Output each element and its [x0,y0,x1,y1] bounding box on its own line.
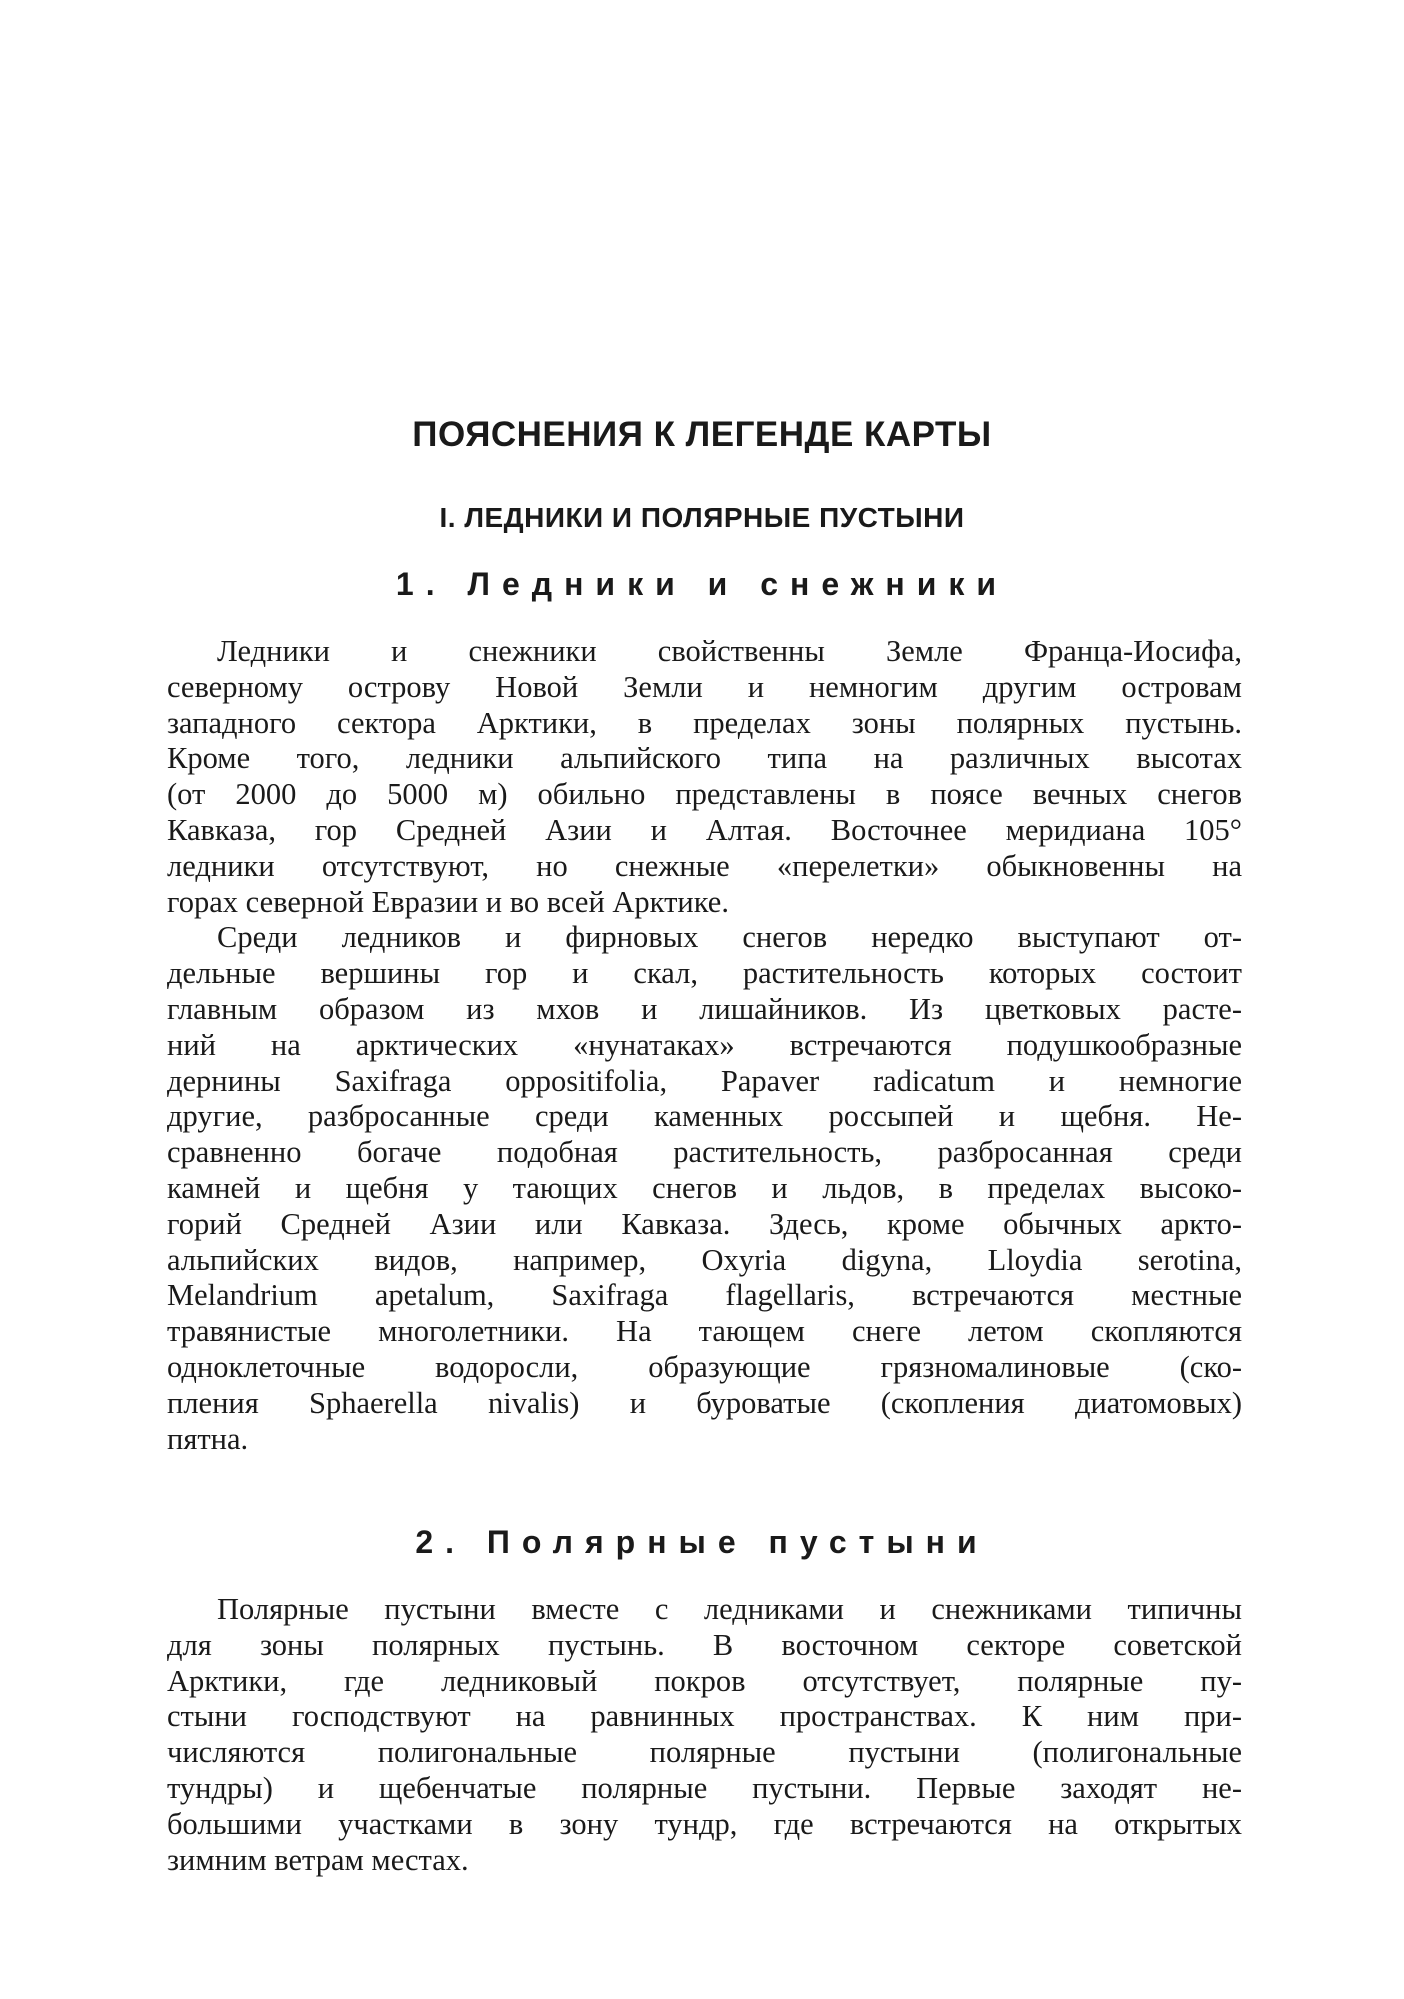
text-line: западного сектора Арктики, в пределах зоны полярных пустынь. [167,705,1242,740]
text-line: дернины Saxifraga oppositifolia, Papaver radicatum и немногие [167,1063,1242,1098]
text-line: Melandrium apetalum, Saxifraga flagellaris, встречаются местные [167,1278,1242,1313]
subsection-heading-polar-deserts: 2. Полярные пустыни [415,1524,989,1560]
text-line: горий Средней Азии или Кавказа. Здесь, кроме обычных аркто- [167,1206,1242,1241]
text-line: травянистые многолетники. На тающем снеге летом скопляются [167,1314,1242,1349]
text-line: северному острову Новой Земли и немногим другим островам [167,669,1242,704]
text-line: большими участками в зону тундр, где встречаются на открытых [167,1806,1242,1841]
text-line: зимним ветрам местах. [167,1842,469,1877]
paragraph-block-polar-deserts [167,1592,1242,1878]
text-line: пления Sphaerella nivalis) и буроватые (скопления диатомовых) [167,1385,1242,1420]
text-line: Кавказа, гор Средней Азии и Алтая. Восточнее меридиана 105° [167,812,1242,847]
text-line: ний на арктических «нунатаках» встречаются подушкообразные [167,1027,1242,1062]
text-line: сравненно богаче подобная растительность, разбросанная среди [167,1135,1242,1170]
text-line: Кроме того, ледники альпийского типа на различных высотах [167,741,1242,776]
text-line: тундры) и щебенчатые полярные пустыни. Первые заходят не- [167,1770,1242,1805]
text-line: горах северной Евразии и во всей Арктике. [167,884,729,919]
text-line: (от 2000 до 5000 м) обильно представлены в поясе вечных снегов [167,777,1242,812]
text-line: ледники отсутствуют, но снежные «перелетки» обыкновенны на [167,848,1242,883]
text-line: числяются полигональные полярные пустыни (полигональные [167,1735,1242,1770]
text-line: Арктики, где ледниковый покров отсутствует, полярные пу- [167,1663,1242,1698]
text-line: одноклеточные водоросли, образующие грязномалиновые (ско- [167,1349,1242,1384]
text-line: камней и щебня у тающих снегов и льдов, в пределах высоко- [167,1170,1242,1205]
text-line: для зоны полярных пустынь. В восточном секторе советской [167,1627,1242,1662]
text-line: главным образом из мхов и лишайников. Из цветковых расте- [167,991,1242,1026]
text-line: альпийских видов, например, Oxyria digyna, Lloydia serotina, [167,1242,1242,1277]
text-line: дельные вершины гор и скал, растительность которых состоит [167,956,1242,991]
text-line: пятна. [167,1421,249,1456]
subsection-heading-glaciers: 1. Ледники и снежники [395,566,1009,602]
text-line: Ледники и снежники свойственны Земле Франца-Иосифа, [217,634,1242,668]
text-line: Среди ледников и фирновых снегов нередко выступают от- [217,920,1242,955]
page-title: ПОЯСНЕНИЯ К ЛЕГЕНДЕ КАРТЫ [412,415,992,454]
section-title: I. ЛЕДНИКИ И ПОЛЯРНЫЕ ПУСТЫНИ [439,502,965,533]
paragraph-block-glaciers [167,634,1242,1457]
text-line: стыни господствуют на равнинных пространствах. К ним при- [167,1699,1242,1734]
text-line: Полярные пустыни вместе с ледниками и снежниками типичны [217,1592,1242,1626]
text-line: другие, разбросанные среди каменных россыпей и щебня. Не- [167,1099,1242,1134]
